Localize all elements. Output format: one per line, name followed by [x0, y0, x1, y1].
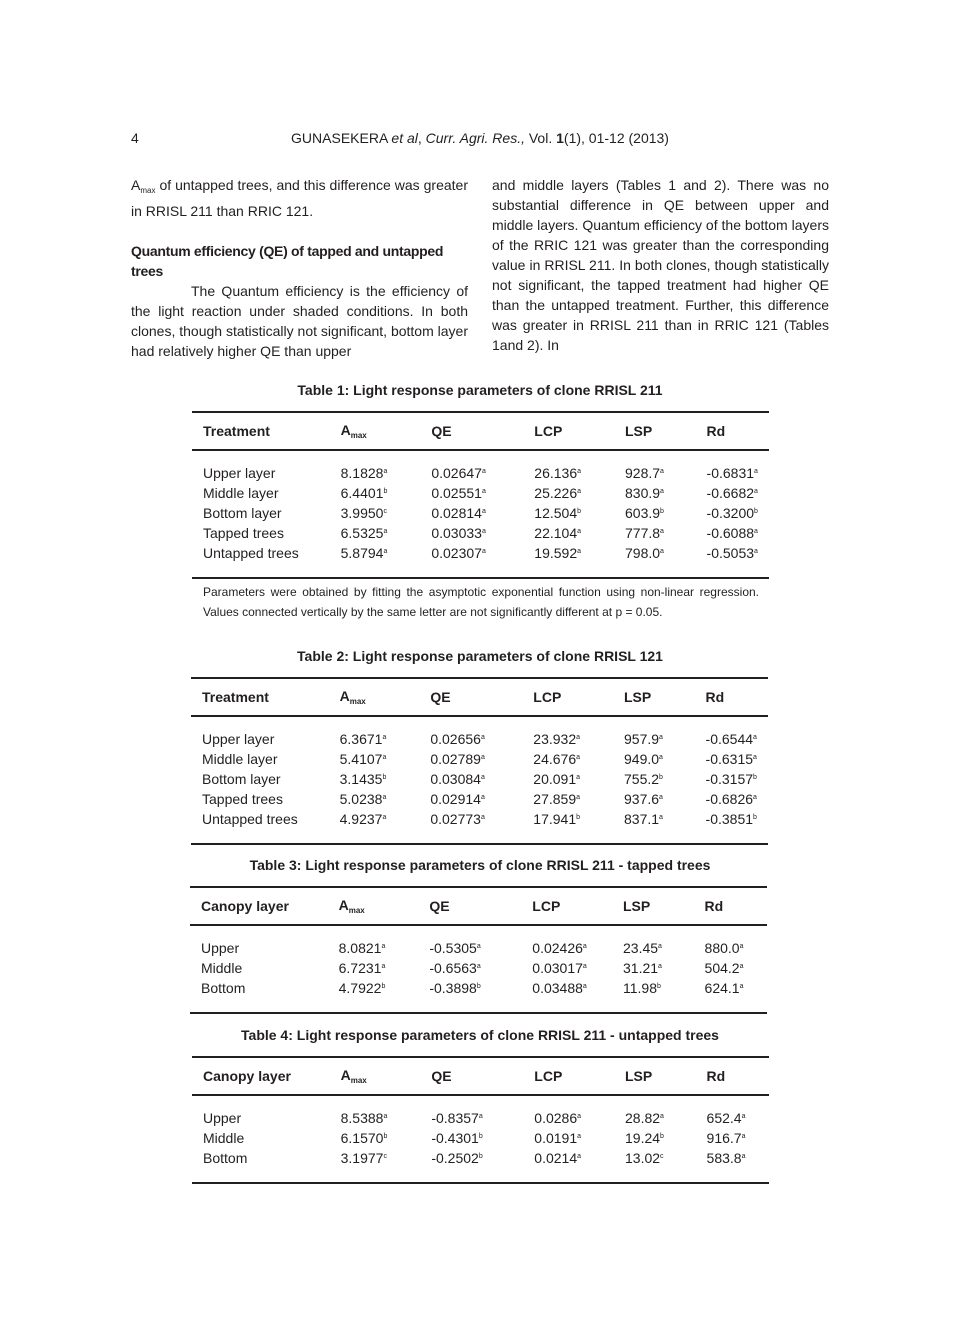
- table-3: [190, 886, 767, 1014]
- table-row: [192, 523, 769, 543]
- table-cell: -0.2502$^b$: [431, 1150, 483, 1166]
- column-header: LCP: [523, 1057, 614, 1095]
- table-2: [191, 677, 768, 845]
- table-cell: 928.7$^a$: [625, 465, 664, 481]
- section-heading: Quantum efficiency (QE) of tapped and untapped trees: [131, 243, 444, 279]
- table-cell: 6.3671$^a$: [339, 731, 387, 747]
- table-3-caption: Table 3: Light response parameters of clone RRISL 211 - tapped trees: [249, 857, 711, 873]
- header-row: [190, 887, 767, 925]
- table-row: [192, 1128, 769, 1148]
- table-cell: 0.02914$^a$: [430, 791, 485, 807]
- table-cell: 504.2$^a$: [704, 960, 744, 976]
- table-cell: 3.1977$^c$: [340, 1150, 387, 1166]
- table-cell: 12.504$^b$: [534, 505, 582, 521]
- table-cell: 0.02773$^a$: [430, 811, 485, 827]
- column-header: LCP: [523, 412, 614, 450]
- table-cell: Upper: [203, 1110, 242, 1126]
- header-author: GUNASEKERA: [291, 130, 388, 146]
- table-cell: 19.592$^a$: [534, 545, 582, 561]
- table-cell: 23.932$^a$: [533, 731, 581, 747]
- table-cell: 22.104$^a$: [534, 525, 582, 541]
- table-cell: 0.02789$^a$: [430, 751, 485, 767]
- column-header: LSP: [614, 1057, 696, 1095]
- table-2-caption: Table 2: Light response parameters of clone RRISL 121: [297, 648, 663, 664]
- column-header: QE: [418, 887, 521, 925]
- table-cell: -0.6682$^a$: [706, 485, 758, 501]
- header-row: [192, 412, 769, 450]
- table-row: [192, 463, 769, 483]
- table-cell: 0.0286$^a$: [534, 1110, 582, 1126]
- table-cell: 8.1828$^a$: [340, 465, 388, 481]
- table-row: [192, 483, 769, 503]
- table-row: [192, 543, 769, 563]
- header-vol-label: Vol.: [528, 130, 553, 146]
- left-paragraph-2: The Quantum efficiency is the efficiency of the light reaction under shaded conditions. In both clones, though statistically not significant, bottom layer had relatively higher QE than upper: [131, 283, 468, 359]
- header-etal: et al: [391, 130, 418, 146]
- table-4-caption: Table 4: Light response parameters of clone RRISL 211 - untapped trees: [241, 1027, 719, 1043]
- column-header: QE: [420, 412, 523, 450]
- column-header: $A_{max}$: [330, 412, 421, 450]
- table-cell: 28.82$^a$: [625, 1110, 664, 1126]
- left-paragraph-1: $A_{max}$ of untapped trees, and this difference was greater in RRISL 211 than RRIC 121.: [131, 177, 468, 219]
- table-cell: 4.9237$^a$: [339, 811, 387, 827]
- table-cell: -0.3157$^b$: [705, 771, 757, 787]
- table-cell: 0.03033$^a$: [431, 525, 486, 541]
- table-cell: 755.2$^b$: [624, 771, 663, 787]
- table-cell: 6.5325$^a$: [340, 525, 388, 541]
- table-cell: 19.24$^b$: [625, 1130, 664, 1146]
- column-header: LCP: [521, 887, 612, 925]
- column-header: $A_{max}$: [330, 1057, 421, 1095]
- table-row: [192, 503, 769, 523]
- table-cell: 603.9$^b$: [625, 505, 664, 521]
- table-cell: 20.091$^a$: [533, 771, 581, 787]
- table-1-note: Parameters were obtained by fitting the asymptotic exponential function using non-linear regression. Values connected vertically by the same letter are not significantly different at p = 0.05.: [203, 585, 759, 619]
- table-cell: 5.8794$^a$: [340, 545, 388, 561]
- column-header: Rd: [694, 887, 767, 925]
- table-cell: 0.03017$^a$: [532, 960, 587, 976]
- table-cell: 3.9950$^c$: [340, 505, 387, 521]
- table-cell: 3.1435$^b$: [339, 771, 387, 787]
- table-cell: Upper layer: [202, 731, 275, 747]
- table-cell: 957.9$^a$: [624, 731, 663, 747]
- table-cell: 23.45$^a$: [623, 940, 662, 956]
- table-cell: 0.03488$^a$: [532, 980, 587, 996]
- table-cell: -0.8357$^a$: [431, 1110, 483, 1126]
- table-cell: 583.8$^a$: [706, 1150, 746, 1166]
- table-cell: 0.02307$^a$: [431, 545, 486, 561]
- table-cell: -0.6826$^a$: [705, 791, 757, 807]
- column-header: Rd: [695, 678, 768, 716]
- table-cell: 0.02426$^a$: [532, 940, 587, 956]
- column-header: $A_{max}$: [329, 678, 420, 716]
- table-row: [191, 749, 768, 769]
- header-row: [191, 678, 768, 716]
- column-header: Rd: [696, 1057, 769, 1095]
- table-cell: 0.02647$^a$: [431, 465, 486, 481]
- column-header: LCP: [522, 678, 613, 716]
- table-cell: 937.6$^a$: [624, 791, 663, 807]
- header-row: [192, 1057, 769, 1095]
- table-cell: Tapped trees: [203, 525, 284, 541]
- table-cell: 31.21$^a$: [623, 960, 662, 976]
- table-cell: Middle: [203, 1130, 245, 1146]
- table-cell: 777.8$^a$: [625, 525, 664, 541]
- table-cell: 17.941$^b$: [533, 811, 581, 827]
- table-row: [190, 938, 767, 958]
- table-row: [191, 789, 768, 809]
- table-cell: 5.4107$^a$: [339, 751, 387, 767]
- column-header: QE: [420, 1057, 523, 1095]
- table-1-caption: Table 1: Light response parameters of clone RRISL 211: [297, 382, 663, 398]
- table-row: [190, 958, 767, 978]
- table-cell: -0.3898$^b$: [429, 980, 481, 996]
- table-cell: Upper: [201, 940, 240, 956]
- table-1: [192, 411, 769, 579]
- table-cell: 0.02551$^a$: [431, 485, 486, 501]
- header-journal: Curr. Agri. Res.,: [425, 130, 525, 146]
- table-row: [191, 729, 768, 749]
- header-issue-pages: (1), 01-12 (2013): [563, 130, 669, 146]
- table-cell: -0.3851$^b$: [705, 811, 757, 827]
- column-header: QE: [419, 678, 522, 716]
- table-4: [192, 1056, 769, 1184]
- table-cell: 652.4$^a$: [706, 1110, 746, 1126]
- table-cell: -0.6563$^a$: [429, 960, 481, 976]
- table-cell: 0.03084$^a$: [430, 771, 485, 787]
- table-cell: 25.226$^a$: [534, 485, 582, 501]
- table-cell: 6.4401$^b$: [340, 485, 388, 501]
- table-cell: -0.5053$^a$: [706, 545, 758, 561]
- page-number: 4: [131, 130, 139, 146]
- table-cell: 13.02$^c$: [625, 1150, 664, 1166]
- right-paragraph: and middle layers (Tables 1 and 2). There was no substantial difference in QE between upper and middle layers. Quantum efficiency of the bottom layers of the RRIC 121 was greater than the corresponding value in RRISL 211. In both clones, though statistically not significant, the tapped treatment had higher QE than the untapped treatment. Further, this difference was greater in RRISL 211 than in RRIC 121 (Tables 1and 2). In: [492, 177, 829, 353]
- table-row: [191, 769, 768, 789]
- column-header: LSP: [612, 887, 694, 925]
- table-row: [192, 1108, 769, 1128]
- table-cell: Middle layer: [202, 751, 278, 767]
- table-cell: 880.0$^a$: [704, 940, 744, 956]
- table-cell: -0.4301$^b$: [431, 1130, 483, 1146]
- table-cell: 6.7231$^a$: [338, 960, 386, 976]
- table-cell: 0.0191$^a$: [534, 1130, 582, 1146]
- table-cell: Middle: [201, 960, 243, 976]
- table-row: [192, 1148, 769, 1168]
- table-cell: Untapped trees: [202, 811, 298, 827]
- column-header: Canopy layer: [192, 1057, 330, 1095]
- table-cell: Bottom layer: [202, 771, 281, 787]
- table-cell: Upper layer: [203, 465, 276, 481]
- header-vol-num: 1: [556, 130, 564, 146]
- table-cell: 0.0214$^a$: [534, 1150, 582, 1166]
- table-cell: Middle layer: [203, 485, 279, 501]
- table-row: [190, 978, 767, 998]
- table-cell: -0.3200$^b$: [706, 505, 758, 521]
- column-header: Treatment: [191, 678, 329, 716]
- table-cell: -0.6544$^a$: [705, 731, 757, 747]
- table-cell: 8.0821$^a$: [338, 940, 386, 956]
- column-header: $A_{max}$: [328, 887, 419, 925]
- column-header: Rd: [696, 412, 769, 450]
- column-header: Canopy layer: [190, 887, 328, 925]
- table-cell: Bottom: [203, 1150, 248, 1166]
- table-cell: 26.136$^a$: [534, 465, 582, 481]
- table-cell: 830.9$^a$: [625, 485, 664, 501]
- table-cell: 949.0$^a$: [624, 751, 663, 767]
- running-header: GUNASEKERA et al, Curr. Agri. Res., Vol. 1(1), 01-12 (2013): [291, 130, 669, 146]
- table-cell: 837.1$^a$: [624, 811, 663, 827]
- table-cell: 624.1$^a$: [704, 980, 744, 996]
- table-cell: Tapped trees: [202, 791, 283, 807]
- table-cell: -0.5305$^a$: [429, 940, 481, 956]
- table-cell: 6.1570$^b$: [340, 1130, 388, 1146]
- table-cell: 4.7922$^b$: [338, 980, 386, 996]
- table-cell: -0.6315$^a$: [705, 751, 757, 767]
- table-cell: 798.0$^a$: [625, 545, 664, 561]
- table-cell: 0.02656$^a$: [430, 731, 485, 747]
- table-cell: -0.6831$^a$: [706, 465, 758, 481]
- left-column: [131, 175, 468, 361]
- table-cell: Bottom: [201, 980, 246, 996]
- table-cell: 916.7$^a$: [706, 1130, 746, 1146]
- table-cell: 27.859$^a$: [533, 791, 581, 807]
- table-cell: Untapped trees: [203, 545, 299, 561]
- table-cell: -0.6088$^a$: [706, 525, 758, 541]
- table-cell: Bottom layer: [203, 505, 282, 521]
- column-header: Treatment: [192, 412, 330, 450]
- table-row: [191, 809, 768, 829]
- table-cell: 11.98$^b$: [623, 980, 661, 996]
- table-cell: 24.676$^a$: [533, 751, 581, 767]
- right-column: [492, 175, 829, 355]
- table-cell: 0.02814$^a$: [431, 505, 486, 521]
- column-header: LSP: [613, 678, 695, 716]
- column-header: LSP: [614, 412, 696, 450]
- table-cell: 5.0238$^a$: [339, 791, 387, 807]
- table-cell: 8.5388$^a$: [340, 1110, 388, 1126]
